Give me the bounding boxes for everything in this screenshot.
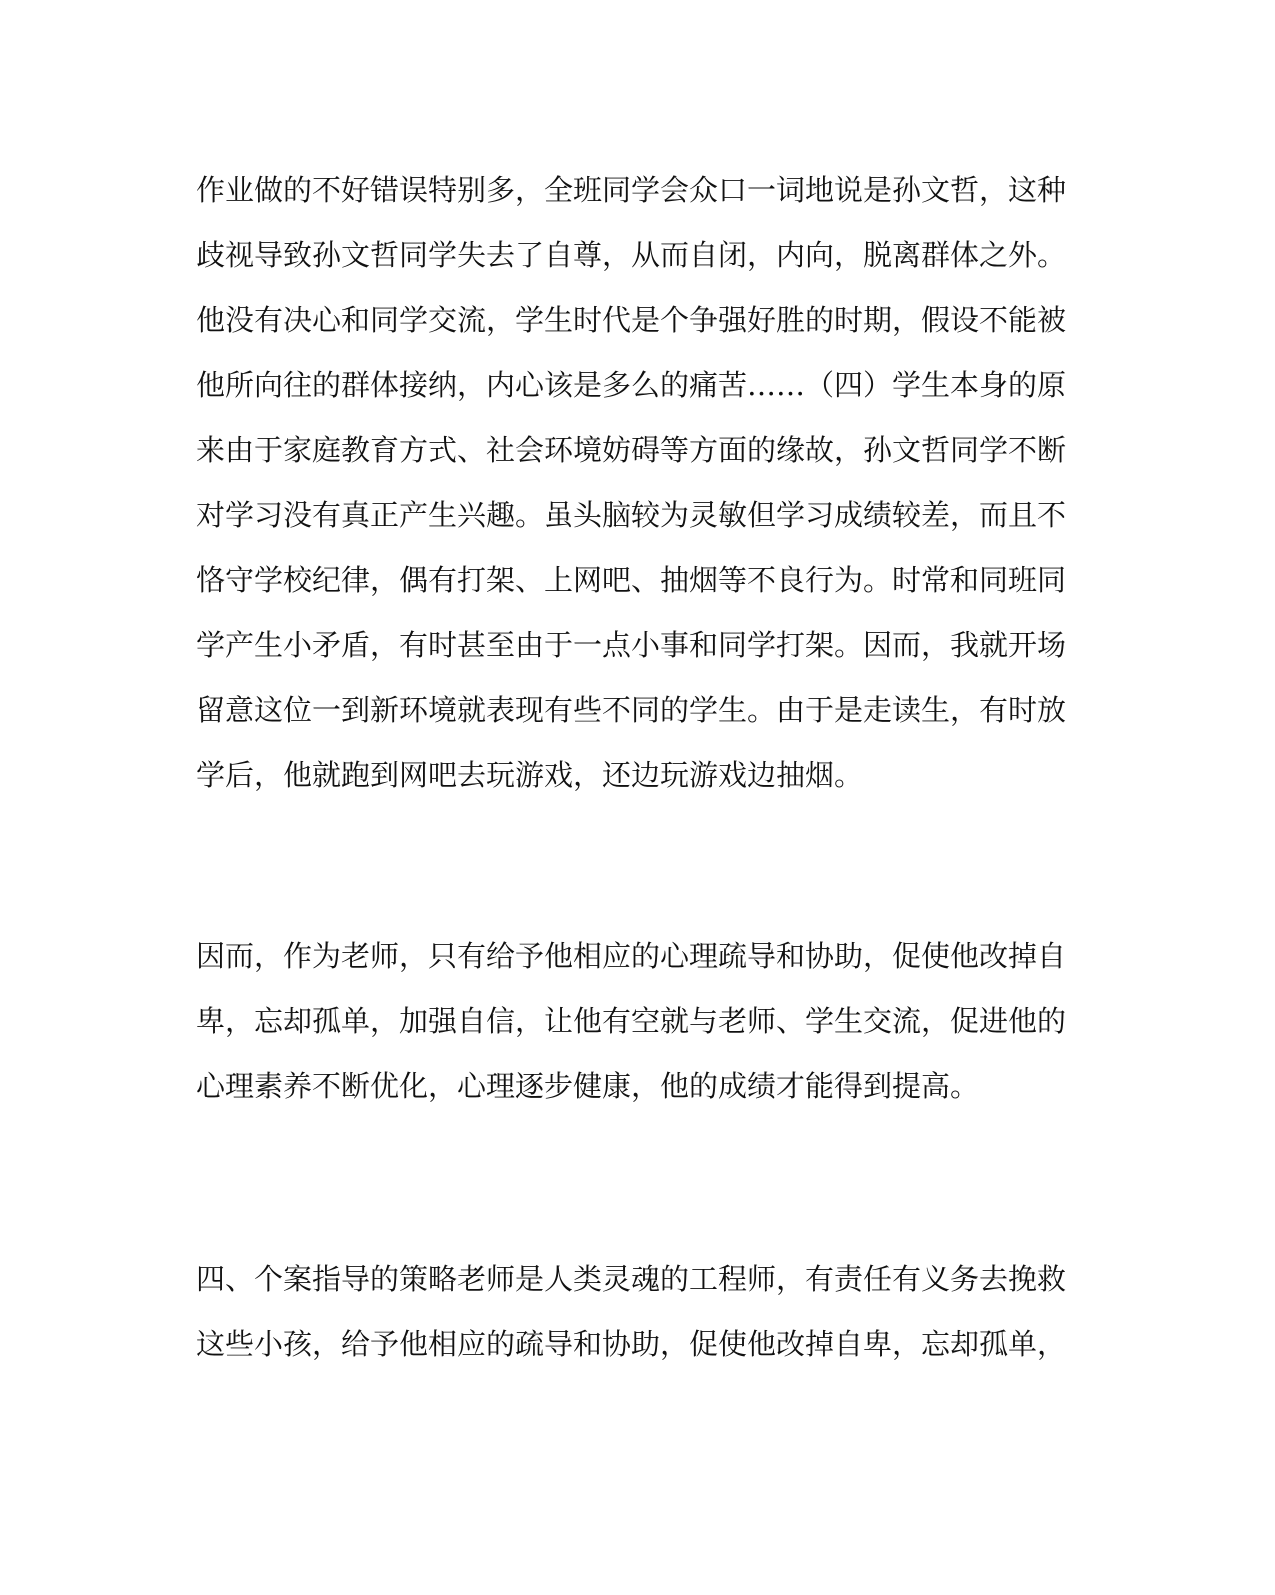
paragraph-student-background: [196, 158, 1067, 808]
paragraph-teacher-role: [196, 924, 1067, 1119]
paragraph-line: 歧视导致孙文哲同学失去了自尊，从而自闭，内向，脱离群体之外。: [196, 238, 1067, 272]
paragraph-line: 来由于家庭教育方式、社会环境妨碍等方面的缘故，孙文哲同学不断: [196, 433, 1067, 467]
paragraph-line: 四、个案指导的策略老师是人类灵魂的工程师，有责任有义务去挽救: [196, 1262, 1067, 1296]
paragraph-line: 心理素养不断优化，心理逐步健康，他的成绩才能得到提高。: [196, 1069, 980, 1103]
paragraph-line: 他没有决心和同学交流，学生时代是个争强好胜的时期，假设不能被: [196, 303, 1067, 337]
paragraph-line: 这些小孩，给予他相应的疏导和协助，促使他改掉自卑，忘却孤单，: [196, 1327, 1067, 1361]
paragraph-line: 他所向往的群体接纳，内心该是多么的痛苦……（四）学生本身的原: [196, 368, 1067, 402]
paragraph-line: 作业做的不好错误特别多，全班同学会众口一词地说是孙文哲，这种: [196, 173, 1067, 207]
paragraph-line: 留意这位一到新环境就表现有些不同的学生。由于是走读生，有时放: [196, 693, 1067, 727]
paragraph-line: 学产生小矛盾，有时甚至由于一点小事和同学打架。因而，我就开场: [196, 628, 1067, 662]
paragraph-line: 卑，忘却孤单，加强自信，让他有空就与老师、学生交流，促进他的: [196, 1004, 1067, 1038]
paragraph-line: 因而，作为老师，只有给予他相应的心理疏导和协助，促使他改掉自: [196, 939, 1067, 973]
paragraph-guidance-strategy: [196, 1247, 1067, 1377]
paragraph-line: 对学习没有真正产生兴趣。虽头脑较为灵敏但学习成绩较差，而且不: [196, 498, 1067, 532]
paragraph-line: 学后，他就跑到网吧去玩游戏，还边玩游戏边抽烟。: [196, 758, 864, 792]
paragraph-line: 恪守学校纪律，偶有打架、上网吧、抽烟等不良行为。时常和同班同: [196, 563, 1067, 597]
